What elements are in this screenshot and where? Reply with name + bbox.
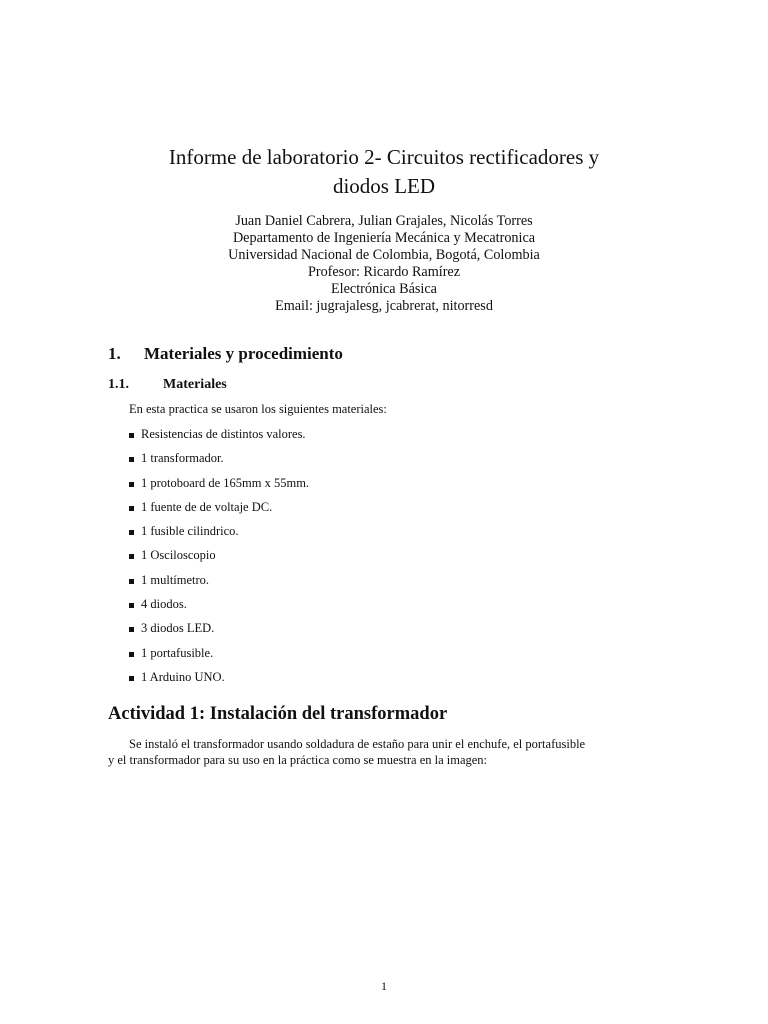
bullet-icon — [129, 554, 134, 559]
list-item-text: 3 diodos LED. — [141, 621, 215, 636]
department: Departamento de Ingeniería Mecánica y Mecatronica — [232, 230, 536, 246]
materials-intro: En esta practica se usaron los siguientes materiales: — [129, 402, 387, 416]
paragraph-line-1: Se instaló el transformador usando soldadura de estaño para unir el enchufe, el portafusible — [129, 737, 586, 751]
bullet-icon — [129, 579, 134, 584]
professor: Profesor: Ricardo Ramírez — [307, 264, 461, 280]
section-heading-materiales-procedimiento — [108, 344, 343, 364]
list-item-text: 1 portafusible. — [141, 645, 214, 660]
materials-list — [129, 426, 309, 693]
list-item-text: 1 Osciloscopio — [141, 548, 216, 563]
bullet-icon — [129, 433, 134, 438]
list-item — [129, 547, 309, 571]
title-line-2: diodos LED — [332, 174, 436, 198]
activity-heading: Actividad 1: Instalación del transformador — [108, 704, 448, 724]
bullet-icon — [129, 482, 134, 487]
course: Electrónica Básica — [331, 281, 437, 297]
list-item-text: 1 multímetro. — [141, 572, 210, 587]
authors-names: Juan Daniel Cabrera, Julian Grajales, Nicolás Torres — [235, 213, 533, 229]
list-item-text: 1 fuente de de voltaje DC. — [141, 499, 273, 514]
email: Email: jugrajalesg, jcabrerat, nitorresd — [275, 298, 493, 314]
list-item — [129, 523, 309, 547]
title-line-1: Informe de laboratorio 2- Circuitos rectificadores y — [168, 145, 600, 169]
paper-title — [100, 143, 668, 201]
page-number: 1 — [381, 979, 387, 993]
bullet-icon — [129, 676, 134, 681]
list-item-text: 1 Arduino UNO. — [141, 669, 225, 684]
subsection-title: Materiales — [163, 377, 227, 392]
activity-paragraph — [108, 736, 660, 768]
bullet-icon — [129, 457, 134, 462]
list-item — [129, 572, 309, 596]
list-item-text: 1 transformador. — [141, 451, 224, 466]
author-block — [100, 213, 668, 315]
list-item — [129, 475, 309, 499]
bullet-icon — [129, 627, 134, 632]
list-item — [129, 645, 309, 669]
list-item — [129, 450, 309, 474]
list-item — [129, 669, 309, 693]
university: Universidad Nacional de Colombia, Bogotá, Colombia — [228, 247, 540, 263]
section-number: 1. — [108, 344, 121, 363]
subsection-heading-materiales — [108, 377, 227, 393]
list-item — [129, 620, 309, 644]
bullet-icon — [129, 652, 134, 657]
bullet-icon — [129, 506, 134, 511]
paragraph-line-2: y el transformador para su uso en la práctica como se muestra en la imagen: — [108, 753, 488, 767]
list-item-text: 4 diodos. — [141, 597, 187, 612]
list-item-text: 1 fusible cilindrico. — [141, 524, 239, 539]
bullet-icon — [129, 603, 134, 608]
list-item — [129, 426, 309, 450]
list-item-text: 1 protoboard de 165mm x 55mm. — [141, 475, 310, 490]
list-item — [129, 499, 309, 523]
section-title: Materiales y procedimiento — [144, 344, 343, 363]
list-item — [129, 596, 309, 620]
list-item-text: Resistencias de distintos valores. — [141, 427, 306, 441]
bullet-icon — [129, 530, 134, 535]
subsection-number: 1.1. — [108, 377, 129, 392]
